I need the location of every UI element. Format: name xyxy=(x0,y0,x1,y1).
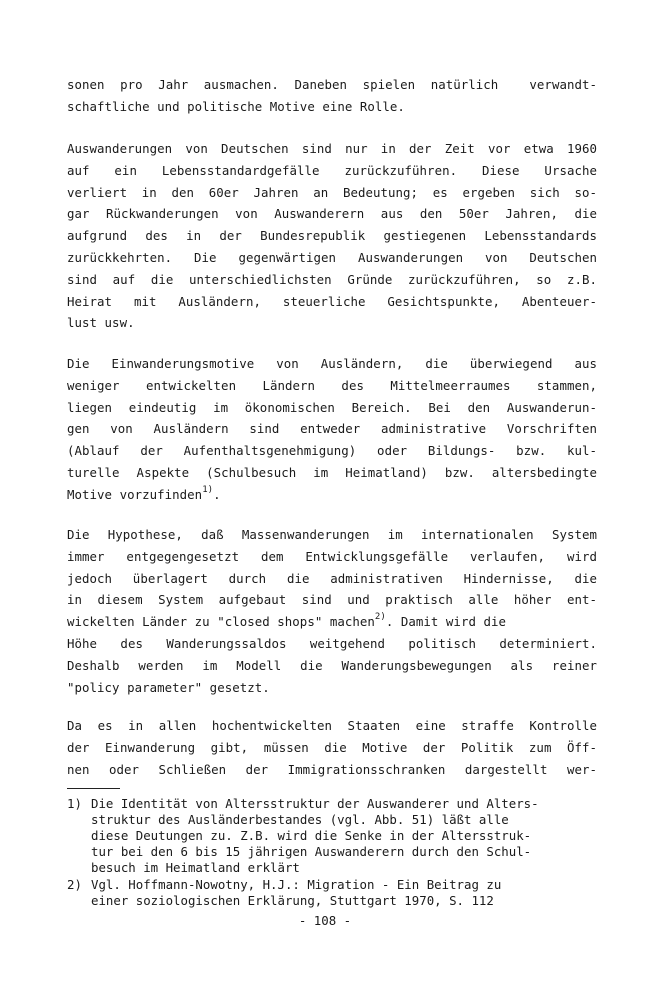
footnote-line: tur bei den 6 bis 15 jährigen Auswanderern durch den Schul- xyxy=(91,844,532,859)
text-line: immer entgegengesetzt dem Entwicklungsgefälle verlaufen, wird xyxy=(67,548,597,564)
text-line: lust usw. xyxy=(67,315,135,331)
text-line: Da es in allen hochentwickelten Staaten eine straffe Kontrolle xyxy=(67,718,597,733)
footnote-number: 1) xyxy=(67,796,82,811)
footnote-body xyxy=(91,877,602,909)
text-line: (Ablauf der Aufenthaltsgenehmigung) oder Bildungs- bzw. kul- xyxy=(67,443,597,459)
footnote-ref-1: 1) xyxy=(202,484,214,495)
text-fragment: Motive vorzufinden xyxy=(67,486,203,502)
text-line: turelle Aspekte (Schulbesuch im Heimatland) bzw. altersbedingte xyxy=(67,464,597,480)
text-line: in diesem System aufgebaut sind und praktisch alle höher ent- xyxy=(67,592,597,608)
text-line: nen oder Schließen der Immigrationsschranken dargestellt wer- xyxy=(67,761,597,777)
text-line: gar Rückwanderungen von Auswanderern aus den 50er Jahren, die xyxy=(67,206,597,222)
paragraph-3 xyxy=(67,353,597,506)
page-number: - 108 - xyxy=(298,913,352,928)
text-line: der Einwanderung gibt, müssen die Motive der Politik zum Öff- xyxy=(67,739,597,755)
footnote-number: 2) xyxy=(67,877,82,892)
text-fragment: . xyxy=(213,486,221,502)
text-line: Die Hypothese, daß Massenwanderungen im internationalen System xyxy=(67,527,597,542)
text-line: gen von Ausländern sind entweder administrative Vorschriften xyxy=(67,421,597,437)
text-line: weniger entwickelten Ländern des Mittelmeerraumes stammen, xyxy=(67,377,597,393)
paragraph-4 xyxy=(67,524,597,698)
footnote-body xyxy=(91,796,602,876)
text-line: schaftliche und politische Motive eine Rolle. xyxy=(67,98,405,114)
text-line: jedoch überlagert durch die administrativen Hindernisse, die xyxy=(67,570,597,586)
text-line: auf ein Lebensstandardgefälle zurückzuführen. Diese Ursache xyxy=(67,162,597,178)
text-line: "policy parameter" gesetzt. xyxy=(67,679,270,695)
footnote-separator xyxy=(67,788,120,789)
text-line: Heirat mit Ausländern, steuerliche Gesichtspunkte, Abenteuer- xyxy=(67,293,597,309)
text-line: aufgrund des in der Bundesrepublik gestiegenen Lebensstandards xyxy=(67,228,597,244)
text-line: Auswanderungen von Deutschen sind nur in der Zeit vor etwa 1960 xyxy=(67,141,597,156)
footnote-line: struktur des Ausländerbestandes (vgl. Abb. 51) läßt alle xyxy=(91,812,509,827)
text-line xyxy=(67,611,597,633)
text-line: sonen pro Jahr ausmachen. Daneben spielen natürlich verwandt- xyxy=(67,77,597,92)
text-line: Deshalb werden im Modell die Wanderungsbewegungen als reiner xyxy=(67,657,597,673)
text-fragment: . Damit wird die xyxy=(385,614,507,630)
text-line: verliert in den 60er Jahren an Bedeutung; es ergeben sich so- xyxy=(67,184,597,200)
text-line: Die Einwanderungsmotive von Ausländern, die überwiegend aus xyxy=(67,356,597,371)
footnote-line: einer soziologischen Erklärung, Stuttgart 1970, S. 112 xyxy=(91,893,494,908)
footnote-line: Die Identität von Altersstruktur der Auswanderer und Alters- xyxy=(91,796,539,811)
text-fragment: wickelten Länder zu "closed shops" machen xyxy=(67,614,375,630)
text-line: sind auf die unterschiedlichsten Gründe zurückzuführen, so z.B. xyxy=(67,271,597,287)
text-line: liegen eindeutig im ökonomischen Bereich. Bei den Auswanderun- xyxy=(67,399,597,415)
footnote-line: diese Deutungen zu. Z.B. wird die Senke in der Altersstruk- xyxy=(91,828,532,843)
text-line: Höhe des Wanderungssaldos weitgehend politisch determiniert. xyxy=(67,635,597,651)
text-line xyxy=(67,484,597,506)
footnote-line: besuch im Heimatland erklärt xyxy=(91,860,300,875)
text-line: zurückkehrten. Die gegenwärtigen Auswanderungen von Deutschen xyxy=(67,249,597,265)
paragraph-5 xyxy=(67,715,597,780)
footnote-line: Vgl. Hoffmann-Nowotny, H.J.: Migration - Ein Beitrag zu xyxy=(91,877,502,892)
paragraph-2 xyxy=(67,138,597,334)
footnote-ref-2: 2) xyxy=(374,612,386,623)
paragraph-1 xyxy=(67,74,597,118)
